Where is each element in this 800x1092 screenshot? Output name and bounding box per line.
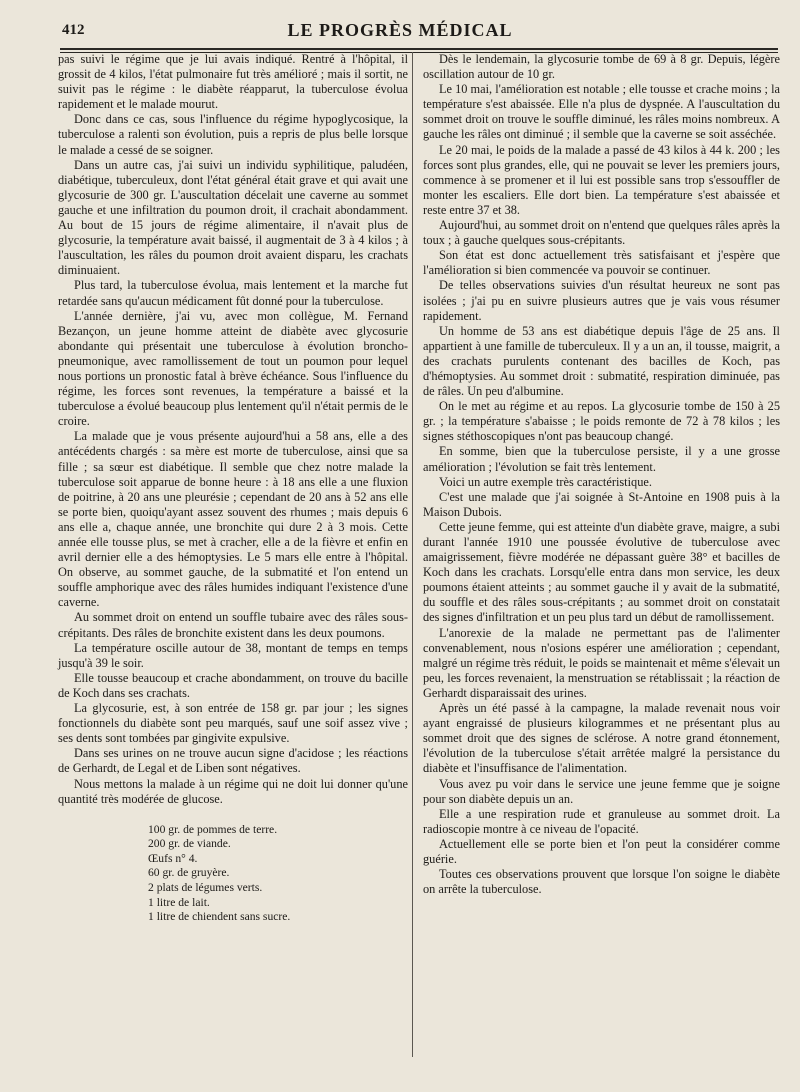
paragraph: Un homme de 53 ans est diabétique depuis l'âge de 25 ans. Il appartient à une famille de tuberculeux. Il y a un an, il tousse, maigrit, a des crachats purulents contenant des bacilles de Koch, pas d'hémoptysies. Au sommet droit : submatité, respiration diminuée, pas de râles. Un peu d'albumine. [423,323,780,399]
paragraph: De telles observations suivies d'un résultat heureux ne sont pas isolées ; j'ai pu en suivre plusieurs autres que je vais vous résumer rapidement. [423,278,780,323]
diet-item: 1 litre de chiendent sans sucre. [148,910,291,924]
paragraph: Donc dans ce cas, sous l'influence du régime hypoglycosique, la tuberculose a ralenti son évolution, puis a repris de plus belle lorsque le malade a cessé de se soigner. [58,112,408,157]
right-column [423,52,780,897]
paragraph: Le 20 mai, le poids de la malade a passé de 43 kilos à 44 k. 200 ; les forces sont plus grandes, elle, qui ne pouvait se lever les premiers jours, commence à se promener et il lui est possible sans trop s'essouffler de monter les escaliers. Elle dort bien. La température s'est abaissée et reste entre 37 et 38. [423,142,780,217]
paragraph: Vous avez pu voir dans le service une jeune femme que je soigne pour son diabète depuis un an. [423,776,780,806]
paragraph: Aujourd'hui, au sommet droit on n'entend que quelques râles après la toux ; à gauche quelques sous-crépitants. [423,218,780,248]
paragraph: Elle a une respiration rude et granuleuse au sommet droit. La radioscopie montre à ce niveau de l'opacité. [423,806,780,836]
paragraph: Cette jeune femme, qui est atteinte d'un diabète grave, maigre, a subi durant l'année 1910 une poussée évolutive de tuberculose avec amaigrissement, fièvre modérée ne dépassant guère 38° et bacilles de Koch dans les crachats. Lorsqu'elle entra dans mon service, les deux poumons étaient atteints ; au sommet gauche il y avait de la submatité, du souffle et des râles sous-crépitants ; au sommet droit on constatait des signes d'infiltration et un peu plus tard un début de ramollissement. [423,519,780,625]
paragraph: Plus tard, la tuberculose évolua, mais lentement et la marche fut retardée sans qu'aucun médicament fût donné pour la tuberculose. [58,278,408,308]
paragraph: L'année dernière, j'ai vu, avec mon collègue, M. Fernand Bezançon, un jeune homme atteint de diabète avec glycosurie abondante qui présentait une tuberculose à évolution broncho-pneumonique, avec ramollissement de tout un poumon pour lequel nous portions un pronostic fatal à brève échéance. Sous l'influence du régime, les forces sont revenues, la température a baissé et la tuberculose a évolué beaucoup plus lentement qu'il n'était permis de le croire. [58,308,408,429]
paragraph: Après un été passé à la campagne, la malade revenait nous voir ayant engraissé de plusieurs kilogrammes et ne présentant plus au sommet droit que des signes de sclérose. A notre grand étonnement, l'évolution de la tuberculose s'était arrêtée malgré la persistance du diabète et l'insuffisance de l'alimentation. [423,701,780,776]
paragraph: La température oscille autour de 38, montant de temps en temps jusqu'à 39 le soir. [58,640,408,670]
paragraph: Au sommet droit on entend un souffle tubaire avec des râles sous-crépitants. Des râles de bronchite existent dans les deux poumons. [58,610,408,640]
diet-item: 60 gr. de gruyère. [148,866,230,880]
paragraph: pas suivi le régime que je lui avais indiqué. Rentré à l'hôpital, il grossit de 4 kilos, l'état pulmonaire fut très amélioré ; mais il sortit, ne suivit pas le régime : le diabète réapparut, la tuberculose évolua rapidement et le malade mourut. [58,52,408,112]
diet-item: 200 gr. de viande. [148,837,231,851]
paragraph: Actuellement elle se porte bien et l'on peut la considérer comme guérie. [423,836,780,866]
paragraph: Dès le lendemain, la glycosurie tombe de 69 à 8 gr. Depuis, légère oscillation autour de 10 gr. [423,52,780,82]
paragraph: La glycosurie, est, à son entrée de 158 gr. par jour ; les signes fonctionnels du diabète sont peu marqués, sauf une soif assez vive ; ses dents sont tombées par gingivite expulsive. [58,701,408,746]
page-header [0,14,800,48]
journal-title: LE PROGRÈS MÉDICAL [287,20,513,40]
left-column [58,52,408,925]
page-number: 412 [62,22,85,38]
diet-item: 2 plats de légumes verts. [148,881,263,895]
paragraph: Le 10 mai, l'amélioration est notable ; elle tousse et crache moins ; la température s'est abaissée. Elle n'a plus de dyspnée. A l'auscultation du sommet droit on trouve le souffle diminué, les râles moins nombreux. A gauche les râles ont diminué ; il semble que la caverne se soit asséchée. [423,82,780,142]
paragraph: La malade que je vous présente aujourd'hui a 58 ans, elle a des antécédents chargés : sa mère est morte de tuberculose, ainsi que sa fille ; sa sœur est diabétique. Il semble que chez notre malade la tuberculose soit apparue de bonne heure : à 18 ans elle a une fluxion de poitrine, à 20 ans une pleurésie ; cependant de 20 ans à 52 ans elle se porte bien, quoiqu'ayant assez souvent des rhumes ; mais depuis 6 ans elle a, chaque année, une bronchite qui dure 2 à 3 mois. Cette année elle tousse plus, se met à cracher, elle a de la fièvre et enfin en avril dernier elle a des hémoptysies. Le 5 mars elle entre à l'hôpital. On observe, au sommet gauche, de la submatité et l'on entend un souffle amphorique avec des râles humides indiquant l'existence d'une caverne. [58,429,408,610]
paragraph: C'est une malade que j'ai soignée à St-Antoine en 1908 puis à la Maison Dubois. [423,489,780,519]
paragraph: En somme, bien que la tuberculose persiste, il y a une grosse amélioration ; l'évolution se fait très lentement. [423,444,780,474]
diet-list [148,823,408,925]
paragraph: Dans ses urines on ne trouve aucun signe d'acidose ; les réactions de Gerhardt, de Legal et de Liben sont négatives. [58,746,408,776]
column-divider [412,52,413,1057]
paragraph: Nous mettons la malade à un régime qui ne doit lui donner qu'une quantité très modérée de glucose. [58,776,408,806]
paragraph: On le met au régime et au repos. La glycosurie tombe de 150 à 25 gr. ; la température s'abaisse ; le poids remonte de 72 à 78 kilos ; les signes stéthoscopiques n'ont pas beaucoup changé. [423,399,780,444]
paragraph: Dans un autre cas, j'ai suivi un individu syphilitique, paludéen, diabétique, tuberculeux, dont l'état général était grave et qui avait une glycosurie de 300 gr. L'auscultation décelait une caverne au sommet gauche et une infiltration du poumon droit, il crachait abondamment. Au bout de 15 jours de régime alimentaire, il n'avait plus de glycosurie, la température avait baissé, il augmentait de 3 à 4 kilos ; à l'auscultation, les râles du poumon droit avaient disparu, les crachats diminuaient. [58,157,408,278]
paragraph: Son état est donc actuellement très satisfaisant et j'espère que l'amélioration si bien commencée va pouvoir se continuer. [423,248,780,278]
header-rule [60,48,778,50]
diet-item: 1 litre de lait. [148,895,210,909]
paragraph: Toutes ces observations prouvent que lorsque l'on soigne le diabète on arrête la tuberculose. [423,867,780,897]
paragraph: Elle tousse beaucoup et crache abondamment, on trouve du bacille de Koch dans ses crachats. [58,670,408,700]
diet-item: Œufs n° 4. [148,851,198,865]
diet-item: 100 gr. de pommes de terre. [148,822,278,836]
paragraph: L'anorexie de la malade ne permettant pas de l'alimenter convenablement, nous n'osions espérer une amélioration ; cependant, malgré un régime très réduit, le poids se maintenait et même s'élevait un peu, les forces revenaient, la menstruation se rétablissait ; la réaction de Gerhardt disparaissait des urines. [423,625,780,700]
paragraph: Voici un autre exemple très caractéristique. [439,474,652,489]
